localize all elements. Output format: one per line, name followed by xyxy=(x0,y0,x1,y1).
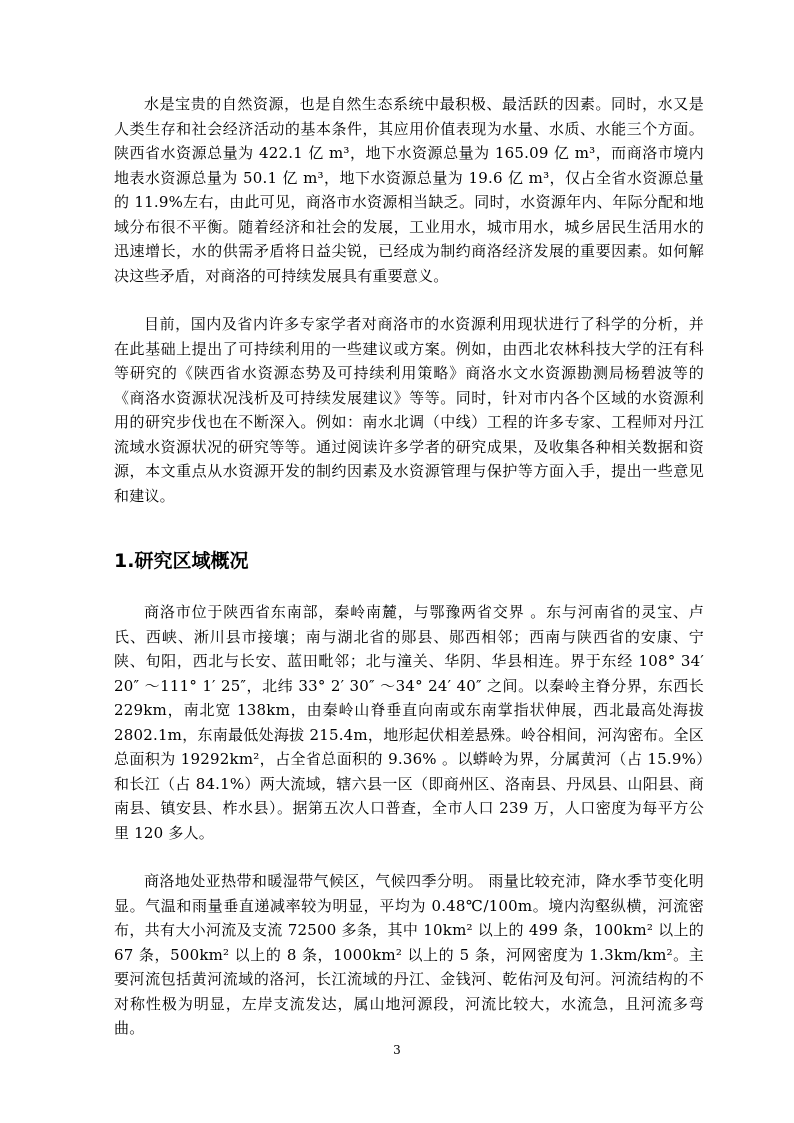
section-heading: 1.研究区域概况 xyxy=(114,550,249,572)
body-paragraph: 目前，国内及省内许多专家学者对商洛市的水资源利用现状进行了科学的分析，并在此基础上提出了可持续利用的一些建议或方案。例如，由西北农林科技大学的汪有科等研究的《陕西省水资源态势及可持续利用策略》商洛水文水资源勘测局杨碧波等的《商洛水资源状况浅析及可持续发展建议》等等。同时，针对市内各个区域的水资源利用的研究步伐也在不断深入。例如：南水北调（中线）工程的许多专家、工程师对丹江流域水资源状况的研究等等。通过阅读许多学者的研究成果，及收集各种相关数据和资源，本文重点从水资源开发的制约因素及水资源管理与保护等方面入手，提出一些意见和建议。 xyxy=(114,315,704,505)
body-paragraph: 水是宝贵的自然资源，也是自然生态系统中最积极、最活跃的因素。同时，水又是人类生存和社会经济活动的基本条件，其应用价值表现为水量、水质、水能三个方面。陕西省水资源总量为 422.1 亿 m³，地下水资源总量为 165.09 亿 m³，而商洛市境内地表水资源总量为 50.1 亿 m³，地下水资源总量为 19.6 亿 m³，仅占全省水资源总量的 11.9%左右，由此可见，商洛市水资源相当缺乏。同时，水资源年内、年际分配和地域分布很不平衡。随着经济和社会的发展，工业用水，城市用水，城乡居民生活用水的迅速增长，水的供需矛盾将日益尖锐，已经成为制约商洛经济发展的重要因素。如何解决这些矛盾，对商洛的可持续发展具有重要意义。 xyxy=(114,95,704,285)
body-paragraph: 商洛地处亚热带和暖湿带气候区，气候四季分明。 雨量比较充沛，降水季节变化明显。气温和雨量垂直递减率较为明显，平均为 0.48℃/100m。境内沟壑纵横，河流密布，共有大小河流及支流 72500 多条，其中 10km² 以上的 499 条，100km² 以上的 67 条，500km² 以上的 8 条，1000km² 以上的 5 条，河网密度为 1.3km/km²。主要河流包括黄河流域的洛河，长江流域的丹江、金钱河、乾佑河及旬河。河流结构的不对称性极为明显，左岸支流发达，属山地河源段，河流比较大，水流急，且河流多弯曲。 xyxy=(114,872,704,1037)
body-paragraph: 商洛市位于陕西省东南部，秦岭南麓，与鄂豫两省交界 。东与河南省的灵宝、卢氏、西峡、淅川县市接壤；南与湖北省的郧县、郧西相邻；西南与陕西省的安康、宁陕、旬阳，西北与长安、蓝田毗邻；北与潼关、华阴、华县相连。界于东经 108° 34′ 20″ ～111° 1′ 25″，北纬 33° 2′ 30″ ～34° 24′ 40″ 之间。以秦岭主脊分界，东西长 229km，南北宽 138km，由秦岭山脊垂直向南或东南掌指状伸展，西北最高处海拔 2802.1m，东南最低处海拔 215.4m，地形起伏相差悬殊。岭谷相间，河沟密布。全区总面积为 19292km²，占全省总面积的 9.36% 。以蟒岭为界，分属黄河（占 15.9%）和长江（占 84.1%）两大流域，辖六县一区（即商州区、洛南县、丹凤县、山阳县、商南县、镇安县、柞水县）。据第五次人口普查，全市人口 239 万，人口密度为每平方公里 120 多人。 xyxy=(114,603,704,842)
page-number: 3 xyxy=(393,1043,401,1057)
